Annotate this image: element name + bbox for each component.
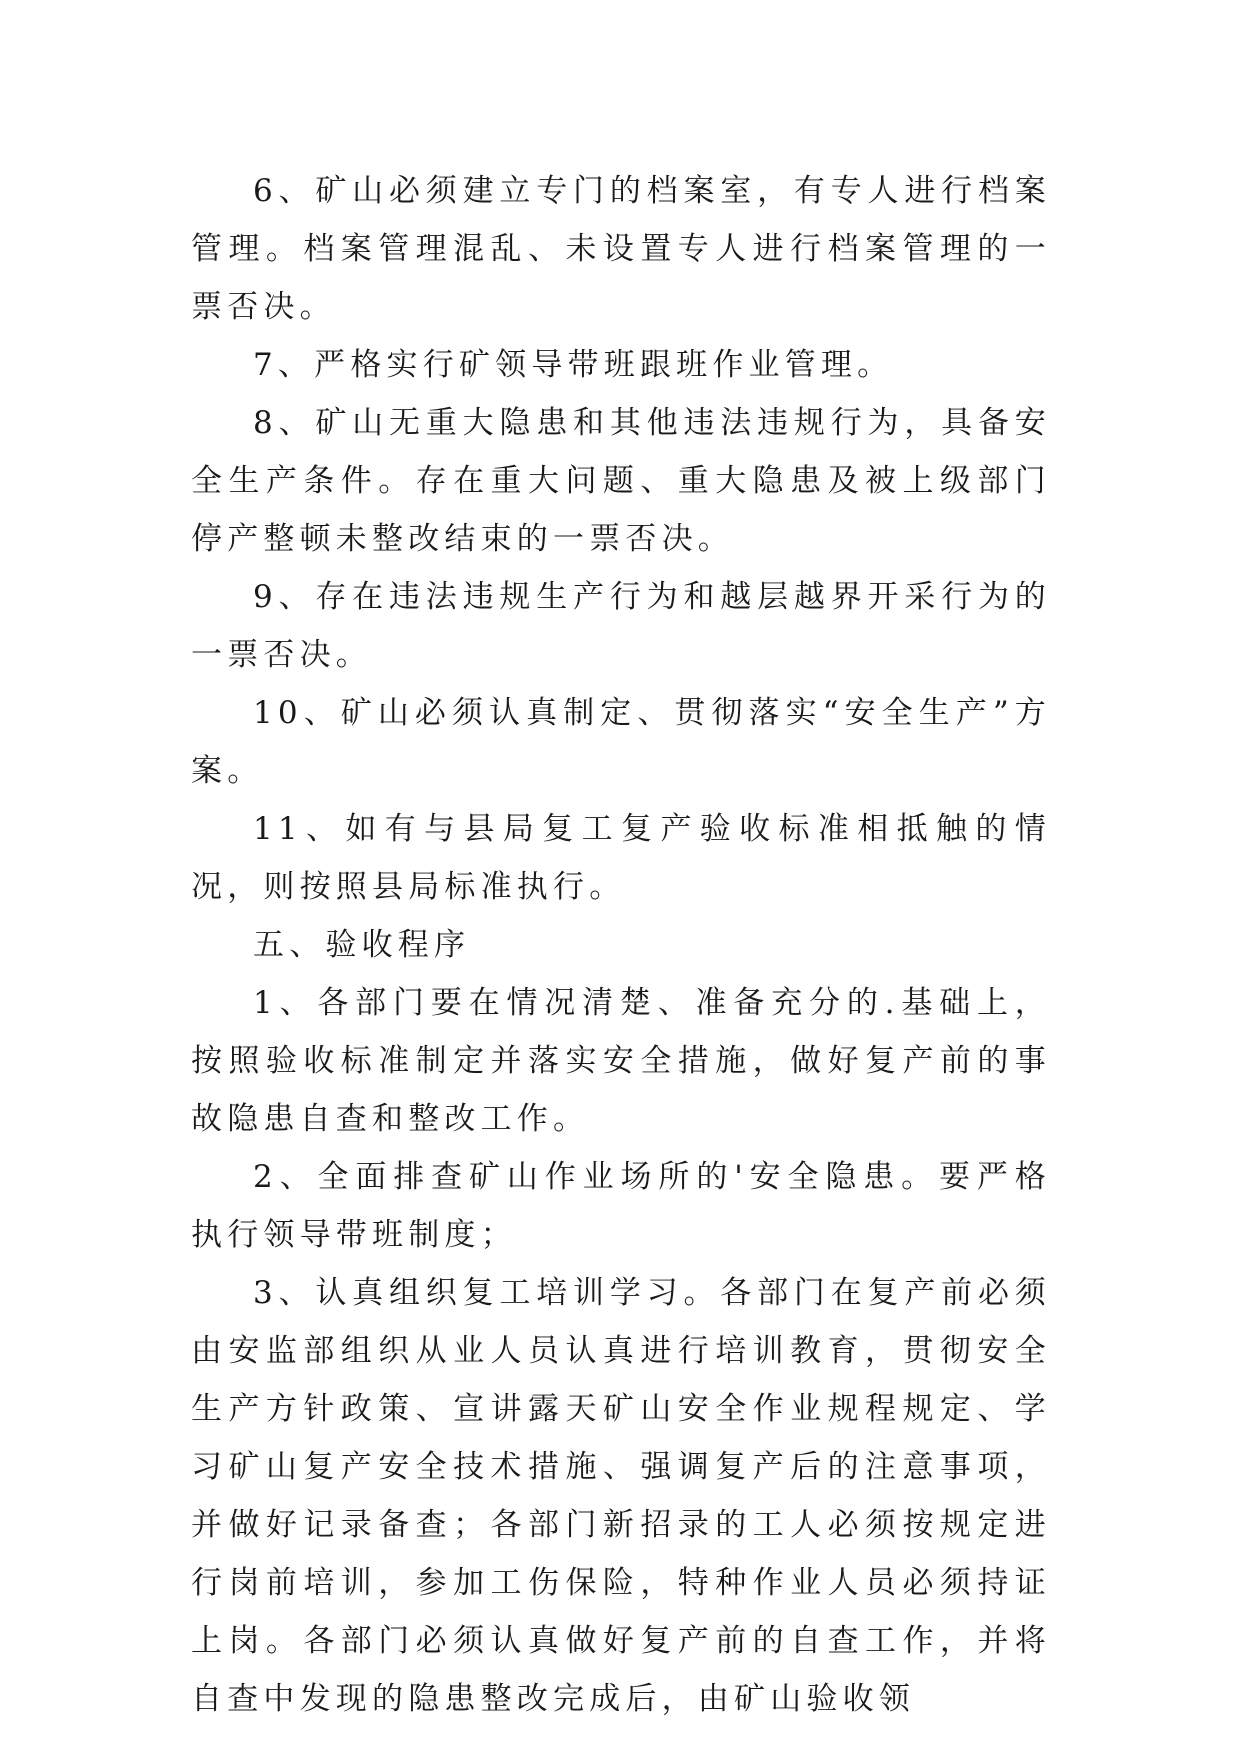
- section-heading-acceptance-procedure: 五、验收程序: [253, 927, 471, 963]
- paragraph-item-11: 11、如有与县局复工复产验收标准相抵触的情况，则按照县局标准执行。: [191, 811, 1051, 905]
- paragraph-item-7: 7、严格实行矿领导带班跟班作业管理。: [253, 347, 894, 383]
- document-page: [191, 162, 1051, 1728]
- procedure-item-1: 1、各部门要在情况清楚、准备充分的.基础上，按照验收标准制定并落实安全措施，做好复产前的事故隐患自查和整改工作。: [191, 985, 1051, 1137]
- paragraph-item-10: 10、矿山必须认真制定、贯彻落实“安全生产”方案。: [191, 695, 1051, 789]
- procedure-item-3: 3、认真组织复工培训学习。各部门在复产前必须由安监部组织从业人员认真进行培训教育，贯彻安全生产方针政策、宣讲露天矿山安全作业规程规定、学习矿山复产安全技术措施、强调复产后的注意事项，并做好记录备查；各部门新招录的工人必须按规定进行岗前培训，参加工伤保险，特种作业人员必须持证上岗。各部门必须认真做好复产前的自查工作，并将自查中发现的隐患整改完成后，由矿山验收领: [191, 1275, 1051, 1717]
- procedure-item-2: 2、全面排查矿山作业场所的'安全隐患。要严格执行领导带班制度；: [191, 1159, 1051, 1253]
- paragraph-item-6: 6、矿山必须建立专门的档案室，有专人进行档案管理。档案管理混乱、未设置专人进行档案管理的一票否决。: [191, 173, 1051, 325]
- paragraph-item-8: 8、矿山无重大隐患和其他违法违规行为，具备安全生产条件。存在重大问题、重大隐患及被上级部门停产整顿未整改结束的一票否决。: [191, 405, 1051, 557]
- paragraph-item-9: 9、存在违法违规生产行为和越层越界开采行为的一票否决。: [191, 579, 1051, 673]
